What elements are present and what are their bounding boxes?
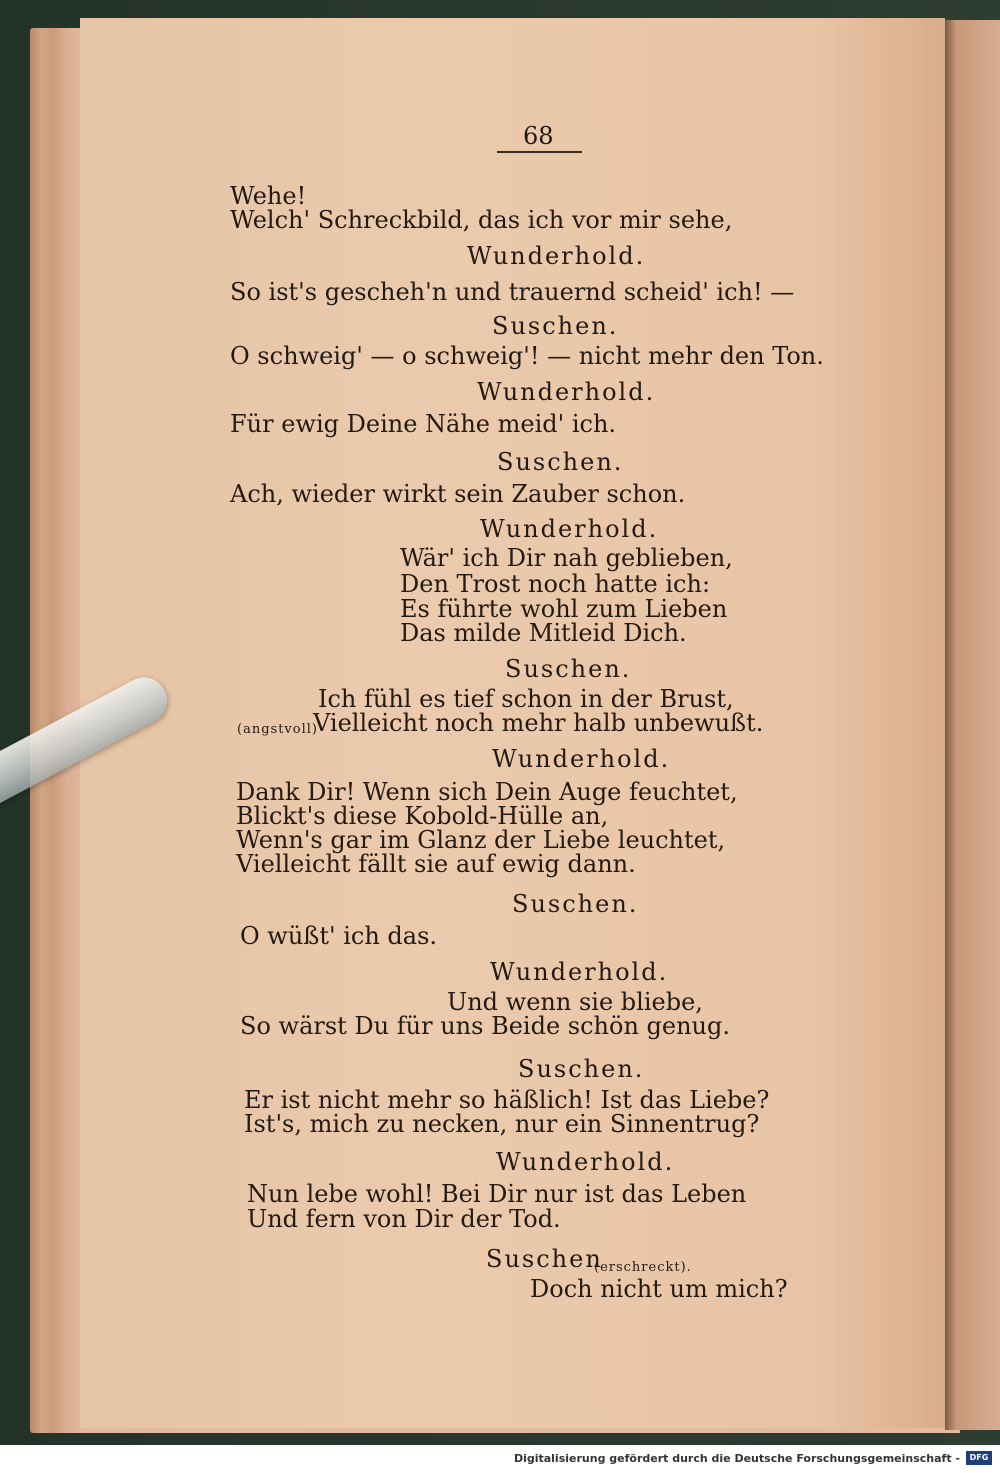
text-line: O wüßt' ich das. — [240, 922, 438, 950]
text-line: Wehe! — [230, 182, 307, 210]
text-line: Und wenn sie bliebe, — [447, 988, 703, 1016]
page-number: 68 — [523, 122, 554, 150]
stage-direction: (angstvoll) — [237, 722, 318, 737]
speaker-name: Wunderhold. — [480, 515, 659, 543]
speaker-name: Suschen. — [492, 312, 619, 340]
text-line: Den Trost noch hatte ich: — [400, 570, 711, 598]
speaker-name: Wunderhold. — [467, 242, 646, 270]
speaker-name: Suschen — [486, 1245, 603, 1273]
facing-page-edge — [945, 20, 1000, 1430]
stage-direction: (erschreckt). — [594, 1260, 692, 1275]
text-line: Und fern von Dir der Tod. — [247, 1205, 561, 1233]
text-line: Wenn's gar im Glanz der Liebe leuchtet, — [236, 826, 726, 854]
text-line: Dank Dir! Wenn sich Dein Auge feuchtet, — [236, 778, 738, 806]
text-line: Welch' Schreckbild, das ich vor mir sehe, — [230, 206, 733, 234]
text-line: Nun lebe wohl! Bei Dir nur ist das Leben — [247, 1180, 747, 1208]
text-line: Er ist nicht mehr so häßlich! Ist das Liebe? — [244, 1086, 770, 1114]
text-line: O schweig' — o schweig'! — nicht mehr den Ton. — [230, 342, 824, 370]
text-line: Für ewig Deine Nähe meid' ich. — [230, 410, 617, 438]
text-line: Es führte wohl zum Lieben — [400, 595, 728, 623]
speaker-name: Suschen. — [497, 448, 624, 476]
speaker-name: Wunderhold. — [496, 1148, 675, 1176]
text-line: Vielleicht noch mehr halb unbewußt. — [313, 709, 764, 737]
text-line: Blickt's diese Kobold-Hülle an, — [236, 802, 609, 830]
speaker-name: Suschen. — [505, 655, 632, 683]
text-line: Ist's, mich zu necken, nur ein Sinnentrug? — [244, 1110, 760, 1138]
speaker-name: Wunderhold. — [490, 958, 669, 986]
text-line: Doch nicht um mich? — [530, 1275, 788, 1303]
page-number-rule — [497, 151, 582, 153]
speaker-name: Wunderhold. — [492, 745, 671, 773]
speaker-name: Suschen. — [518, 1055, 645, 1083]
text-line: So ist's gescheh'n und trauernd scheid' ich! — — [230, 278, 795, 306]
text-line: So wärst Du für uns Beide schön genug. — [240, 1012, 730, 1040]
text-line: Ach, wieder wirkt sein Zauber schon. — [230, 480, 686, 508]
dfg-logo-icon: DFG — [966, 1451, 992, 1465]
text-line: Vielleicht fällt sie auf ewig dann. — [236, 850, 636, 878]
footer-credit: Digitalisierung gefördert durch die Deutsche Forschungsgemeinschaft - — [513, 1452, 960, 1465]
text-line: Wär' ich Dir nah geblieben, — [400, 544, 733, 572]
text-line: Ich fühl es tief schon in der Brust, — [318, 685, 734, 713]
text-line: Das milde Mitleid Dich. — [400, 619, 687, 647]
speaker-name: Wunderhold. — [477, 378, 656, 406]
footer-bar — [0, 1445, 1000, 1473]
speaker-name: Suschen. — [512, 890, 639, 918]
